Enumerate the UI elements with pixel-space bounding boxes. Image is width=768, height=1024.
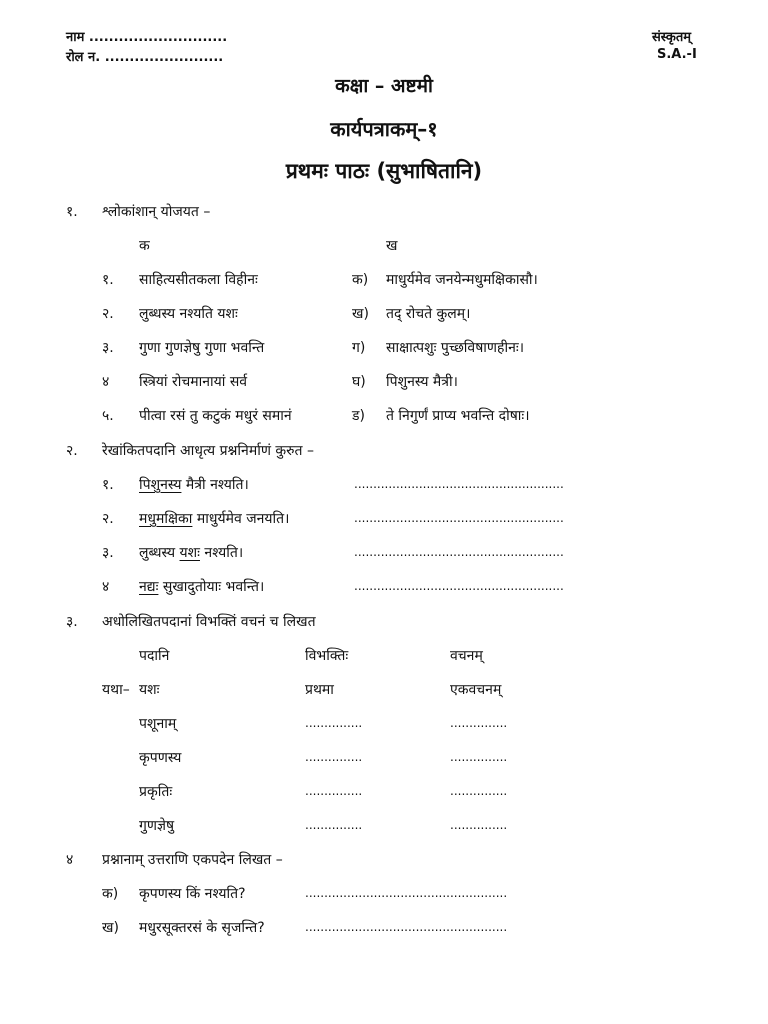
q2-answer-blank[interactable]: ....................................................... [354,511,564,525]
class-title: कक्षा – अष्टमी [335,75,433,97]
q2-sentence [139,509,289,528]
q4-answer-blank[interactable]: ..................................................... [305,886,508,900]
name-field-label: नाम ............................ [66,30,228,45]
q2-underlined-word: यशः [179,545,200,561]
q3-vibhakti-blank[interactable]: ............... [305,784,363,798]
q2-sentence-prefix: लुब्धस्य [139,545,180,561]
q4-question: कृपणस्य किं नश्यति? [139,886,246,902]
q4-item-marker: क) [102,886,119,902]
lesson-title: प्रथमः पाठः (सुभाषितानि) [285,159,483,183]
q1-column-a-item: पीत्वा रसं तु कटुकं मधुरं समानं [139,408,292,424]
q2-number: २. [66,443,78,459]
q3-vachanam-blank[interactable]: ............... [450,716,508,730]
q2-answer-blank[interactable]: ....................................................... [354,579,564,593]
q2-instruction: रेखांकितपदानि आधृत्य प्रश्ननिर्माणं कुरुत – [102,443,314,459]
q3-header-vachanam: वचनम् [450,648,483,664]
q1-column-b-marker: ख) [352,306,369,322]
q1-column-b-item: तद् रोचते कुलम्। [386,306,471,322]
q3-example-word: यशः [139,682,160,698]
q2-sentence [139,543,243,562]
q3-word: पशूनाम् [139,716,177,732]
q4-answer-blank[interactable]: ..................................................... [305,920,508,934]
q1-row-number: ३. [102,340,114,356]
q3-vibhakti-blank[interactable]: ............... [305,716,363,730]
q1-column-b-item: माधुर्यमेव जनयेन्मधुमक्षिकासौ। [386,272,538,288]
q1-row-number: ५. [102,408,114,424]
q3-vachanam-blank[interactable]: ............... [450,818,508,832]
q1-column-b-marker: घ) [352,374,366,390]
q3-word: कृपणस्य [139,750,182,766]
q1-column-a-header: क [139,238,150,254]
q1-column-b-item: पिशुनस्य मैत्री। [386,374,458,390]
q2-answer-blank[interactable]: ....................................................... [354,477,564,491]
q3-example-label: यथा– [102,682,130,698]
q3-word: प्रकृतिः [139,784,173,800]
q1-row-number: ४ [102,374,110,390]
q1-column-b-item: साक्षात्पशुः पुच्छविषाणहीनः। [386,340,524,356]
q1-column-a-item: स्त्रियां रोचमानायां सर्व [139,374,248,390]
q1-row-number: १. [102,272,114,288]
q1-column-a-item: लुब्धस्य नश्यति यशः [139,306,238,322]
q3-vachanam-blank[interactable]: ............... [450,750,508,764]
subject-label: संस्कृतम् [652,30,692,45]
q2-sentence-rest: नश्यति। [199,545,244,561]
q3-example-vibhakti: प्रथमा [305,682,334,698]
q2-row-number: ३. [102,545,114,561]
q2-underlined-word: नद्यः [139,579,159,595]
q4-question: मधुरसूक्तरसं के सृजन्ति? [139,920,265,936]
q1-column-b-marker: ग) [352,340,366,356]
q1-number: १. [66,204,78,220]
q2-sentence-rest: मैत्री नश्यति। [181,477,249,493]
q2-row-number: २. [102,511,114,527]
q4-number: ४ [66,852,74,868]
q1-column-b-marker: क) [352,272,369,288]
q2-sentence [139,475,249,494]
q1-row-number: २. [102,306,114,322]
q1-column-a-item: गुणा गुणज्ञेषु गुणा भवन्ति [139,340,265,356]
q1-column-a-item: साहित्यसीतकला विहीनः [139,272,258,288]
q2-row-number: ४ [102,579,110,595]
q3-header-vibhakti: विभक्तिः [305,648,349,664]
q2-sentence-rest: सुखादुतोयाः भवन्ति। [158,579,265,595]
exam-label: S.A.-I [657,47,697,62]
q3-number: ३. [66,614,78,630]
worksheet-title: कार्यपत्राकम्–१ [330,117,438,141]
q3-vibhakti-blank[interactable]: ............... [305,750,363,764]
q3-example-vachanam: एकवचनम् [450,682,502,698]
q1-column-b-marker: ड) [352,408,365,424]
q4-item-marker: ख) [102,920,119,936]
q3-vibhakti-blank[interactable]: ............... [305,818,363,832]
q2-row-number: १. [102,477,114,493]
q1-column-b-header: ख [386,238,398,254]
q3-vachanam-blank[interactable]: ............... [450,784,508,798]
q1-instruction: श्लोकांशान् योजयत – [102,204,211,220]
q4-instruction: प्रश्नानाम् उत्तराणि एकपदेन लिखत – [102,852,283,868]
roll-number-field-label: रोल न. ........................ [66,50,224,65]
q2-sentence-rest: माधुर्यमेव जनयति। [192,511,290,527]
q3-word: गुणज्ञेषु [139,818,175,834]
q2-answer-blank[interactable]: ....................................................... [354,545,564,559]
q1-column-b-item: ते निगुर्णं प्राप्य भवन्ति दोषाः। [386,408,530,424]
q2-sentence [139,577,264,596]
q2-underlined-word: मधुमक्षिका [139,511,193,527]
q2-underlined-word: पिशुनस्य [139,477,182,493]
q3-instruction: अधोलिखितपदानां विभक्तिं वचनं च लिखत [102,614,316,630]
q3-header-words: पदानि [139,648,170,664]
